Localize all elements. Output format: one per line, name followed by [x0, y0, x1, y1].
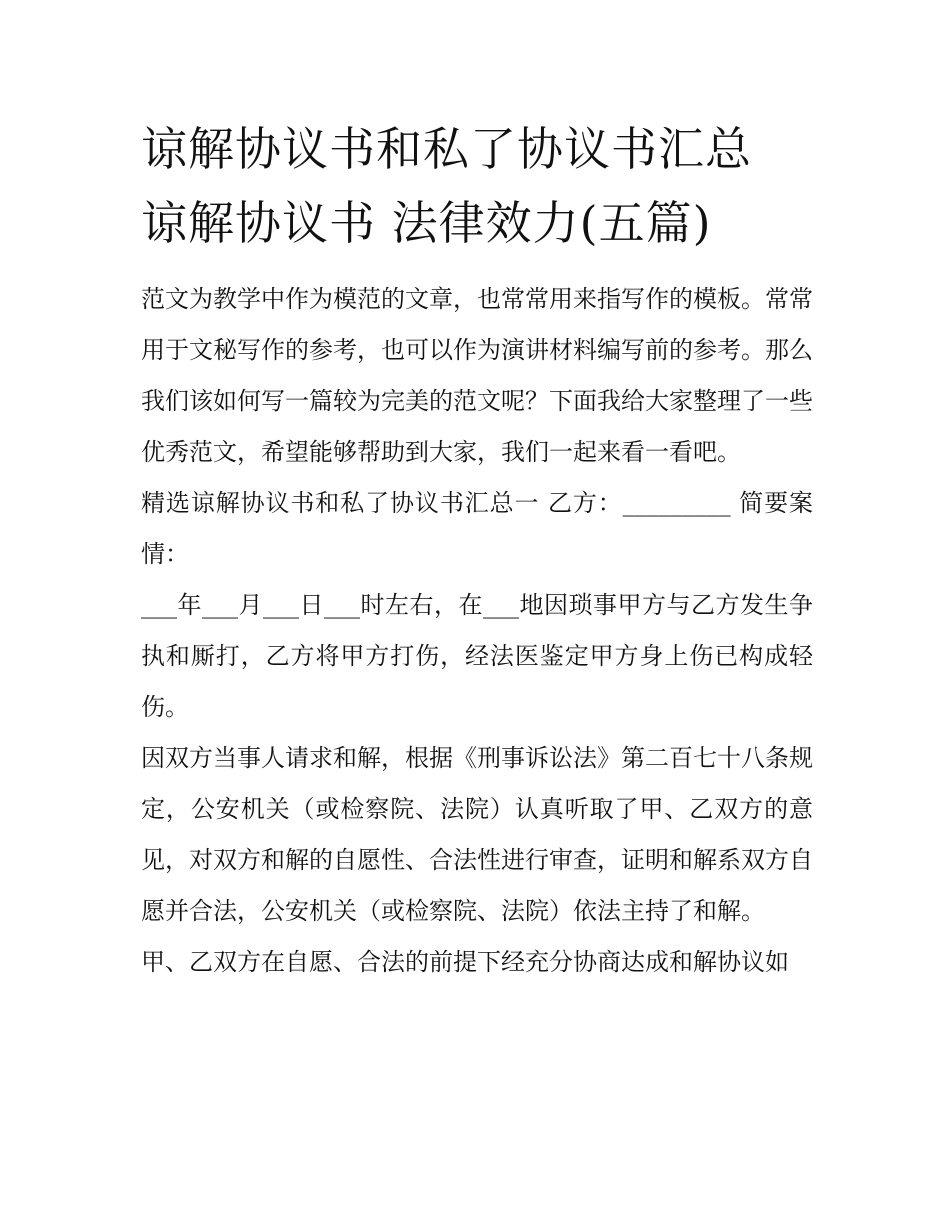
intro-paragraph: 范文为教学中作为模范的文章，也常常用来指写作的模板。常常用于文秘写作的参考，也可以作为演讲材料编写前的参考。那么我们该如何写一篇较为完美的范文呢？下面我给大家整理了一些优秀范文，希望能够帮助到大家，我们一起来看一看吧。 — [141, 285, 813, 466]
title-line-1: 谅解协议书和私了协议书汇总 — [141, 122, 752, 176]
agreement-paragraph: 甲、乙双方在自愿、合法的前提下经充分协商达成和解协议如 — [141, 948, 789, 976]
title-line-2: 谅解协议书 法律效力(五篇) — [141, 196, 712, 250]
section-heading-paragraph: 精选谅解协议书和私了协议书汇总一 乙方：_________ 简要案情： — [141, 489, 813, 568]
document-title — [141, 112, 813, 260]
document-page — [141, 112, 813, 988]
legal-basis-paragraph: 因双方当事人请求和解，根据《刑事诉讼法》第二百七十八条规定，公安机关（或检察院、法院）认真听取了甲、乙双方的意见，对双方和解的自愿性、合法性进行审查，证明和解系双方自愿并合法，公安机关（或检察院、法院）依法主持了和解。 — [141, 744, 813, 925]
document-body — [141, 274, 813, 988]
case-facts-paragraph: ___年___月___日___时左右，在___地因琐事甲方与乙方发生争执和厮打，乙方将甲方打伤，经法医鉴定甲方身上伤已构成轻伤。 — [141, 591, 813, 721]
